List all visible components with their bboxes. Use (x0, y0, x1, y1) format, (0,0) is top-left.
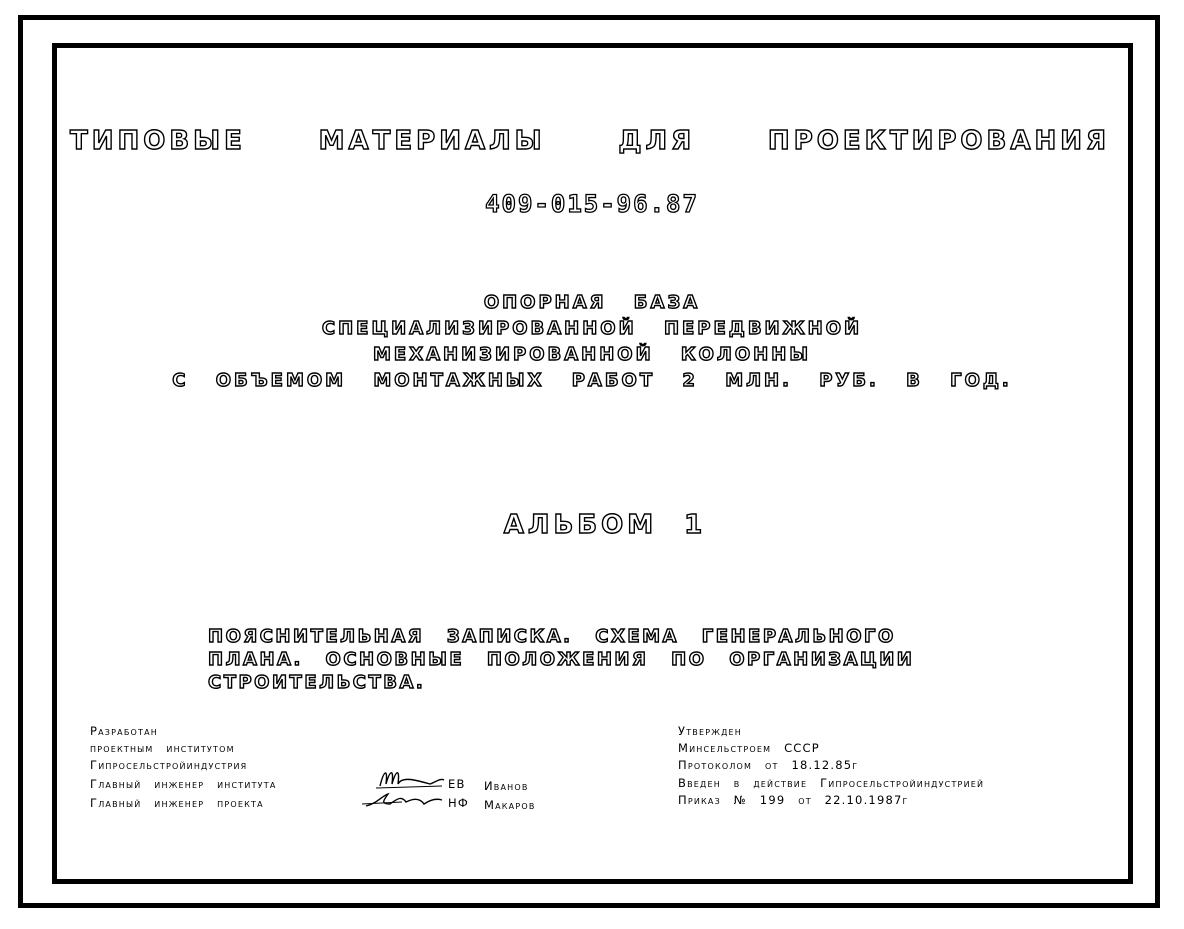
signature-makarov (362, 788, 446, 812)
chief-engineer-institute-name: Иванов (484, 779, 529, 793)
chief-engineer-institute-initials: ЕВ (448, 777, 466, 791)
chief-engineer-project-initials: НФ (448, 796, 469, 810)
subtitle-line-4: С ОБЪЕМОМ МОНТАЖНЫХ РАБОТ 2 МЛН. РУБ. В ГОД. (172, 370, 1012, 391)
developer-line-3: Гипросельстройиндустрия (90, 758, 248, 772)
developer-line-1: Разработан (90, 724, 158, 738)
contents-line-2: ПЛАНА. ОСНОВНЫЕ ПОЛОЖЕНИЯ ПО ОРГАНИЗАЦИИ (208, 649, 915, 670)
subtitle-line-3: МЕХАНИЗИРОВАННОЙ КОЛОННЫ (373, 344, 811, 365)
chief-engineer-institute-label: Главный инженер института (90, 777, 277, 791)
approval-line-1: Утвержден (678, 724, 742, 738)
chief-engineer-project-name: Макаров (484, 798, 536, 812)
subtitle-line-2: СПЕЦИАЛИЗИРОВАННОЙ ПЕРЕДВИЖНОЙ (321, 318, 863, 339)
contents-line-3: СТРОИТЕЛЬСТВА. (208, 672, 426, 693)
chief-engineer-project-label: Главный инженер проекта (90, 796, 264, 810)
album-title: АЛЬБОМ 1 (503, 510, 707, 540)
approval-line-4: Введен в действие Гипросельстройиндустрией (678, 776, 985, 790)
subtitle-line-1: ОПОРНАЯ БАЗА (483, 292, 701, 313)
approval-line-2: Минсельстроем СССР (678, 741, 820, 755)
document-title: ТИПОВЫЕ МАТЕРИАЛЫ ДЛЯ ПРОЕКТИРОВАНИЯ (70, 126, 1110, 156)
developer-line-2: проектным институтом (90, 741, 235, 755)
approval-line-3: Протоколом от 18.12.85г (678, 758, 859, 772)
contents-line-1: ПОЯСНИТЕЛЬНАЯ ЗАПИСКА. СХЕМА ГЕНЕРАЛЬНОГО (208, 626, 896, 647)
approval-line-5: Приказ № 199 от 22.10.1987г (678, 793, 909, 807)
document-number: 409-015-96.87 (485, 190, 699, 218)
